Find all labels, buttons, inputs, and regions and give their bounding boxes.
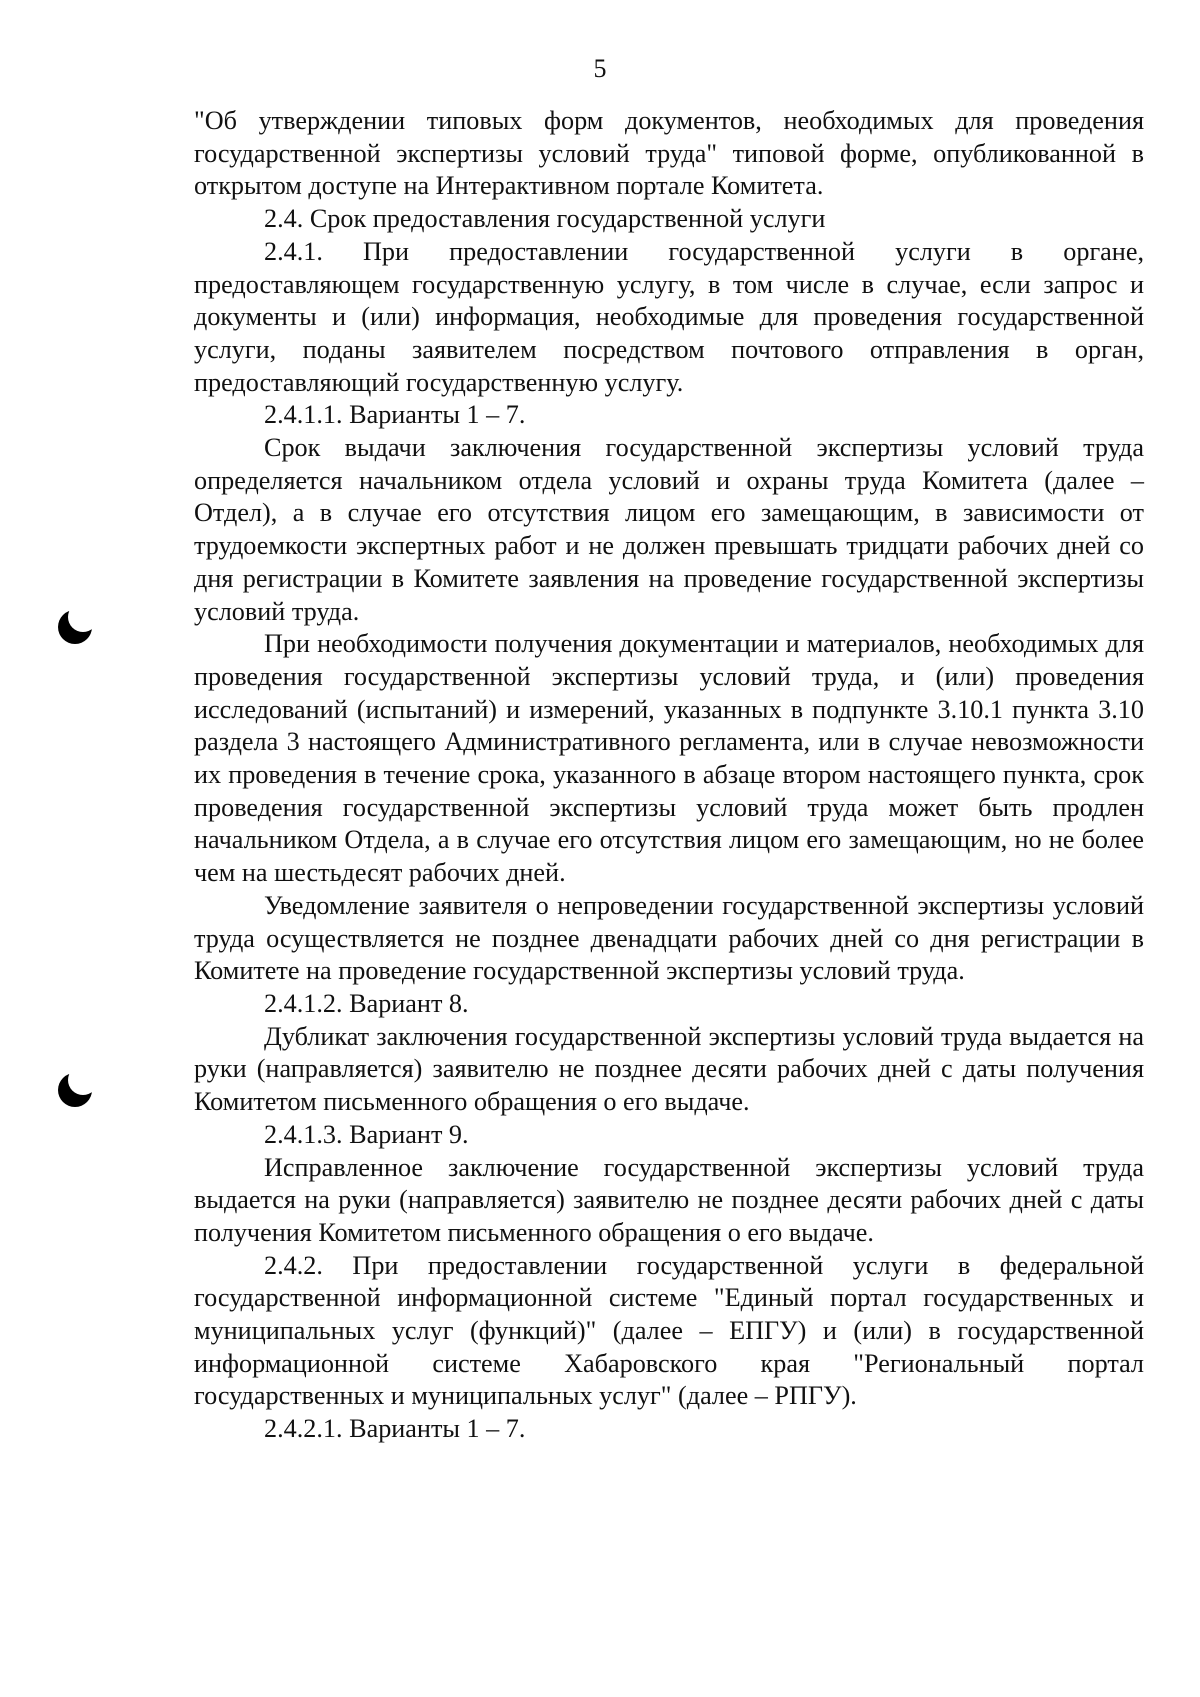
document-body [194,105,1144,1446]
subsection-heading: 2.4.1.1. Варианты 1 – 7. [264,400,526,430]
paragraph: "Об утверждении типовых форм документов, необходимых для проведения государственной экспертизы условий труда" типовой форме, опубликованной в открытом доступе на Интерактивном портале Комитета. [194,106,1144,201]
section-heading: 2.4. Срок предоставления государственной услуги [264,204,826,234]
subsection-heading: 2.4.1.2. Вариант 8. [264,988,469,1018]
punch-hole-mark [58,1073,92,1107]
punch-hole-mark [58,610,92,644]
paragraph: Исправленное заключение государственной экспертизы условий труда выдается на руки (направляется) заявителю не позднее десяти рабочих дней с даты получения Комитетом письменного обращения о его выдаче. [194,1152,1144,1247]
subsection-heading: 2.4.1.3. Вариант 9. [264,1119,469,1149]
paragraph: Уведомление заявителя о непроведении государственной экспертизы условий труда осуществляется не позднее двенадцати рабочих дней со дня регистрации в Комитете на проведение государственной экспертизы условий труда. [194,890,1144,986]
paragraph: При необходимости получения документации и материалов, необходимых для проведения государственной экспертизы условий труда, и (или) проведения исследований (испытаний) и измерений, указанных в подпункте 3.10.1 пункта 3.10 раздела 3 настоящего Административного регламента, или в случае невозможности их проведения в течение срока, указанного в абзаце втором настоящего пункта, срок проведения государственной экспертизы условий труда может быть продлен начальником Отдела, а в случае его отсутствия лицом его замещающим, но не более чем на шестьдесят рабочих дней. [194,629,1144,888]
page-number: 5 [593,54,607,83]
paragraph: 2.4.1. При предоставлении государственной услуги в органе, предоставляющем государственную услугу, в том числе в случае, если запрос и документы и (или) информация, необходимые для проведения государственной услуги, поданы заявителем посредством почтового отправления в орган, предоставляющий государственную услугу. [194,236,1144,397]
subsection-heading: 2.4.2.1. Варианты 1 – 7. [264,1414,526,1444]
paragraph: Дубликат заключения государственной экспертизы условий труда выдается на руки (направляется) заявителю не позднее десяти рабочих дней с даты получения Комитетом письменного обращения о его выдаче. [194,1021,1144,1117]
paragraph: 2.4.2. При предоставлении государственной услуги в федеральной государственной информационной системе "Единый портал государственных и муниципальных услуг (функций)" (далее – ЕПГУ) и (или) в государственной информационной системе Хабаровского края "Региональный портал государственных и муниципальных услуг" (далее – РПГУ). [194,1250,1144,1411]
paragraph: Срок выдачи заключения государственной экспертизы условий труда определяется начальником отдела условий и охраны труда Комитета (далее – Отдел), а в случае его отсутствия лицом его замещающим, в зависимости от трудоемкости экспертных работ и не должен превышать тридцати рабочих дней со дня регистрации в Комитете заявления на проведение государственной экспертизы условий труда. [194,433,1144,626]
